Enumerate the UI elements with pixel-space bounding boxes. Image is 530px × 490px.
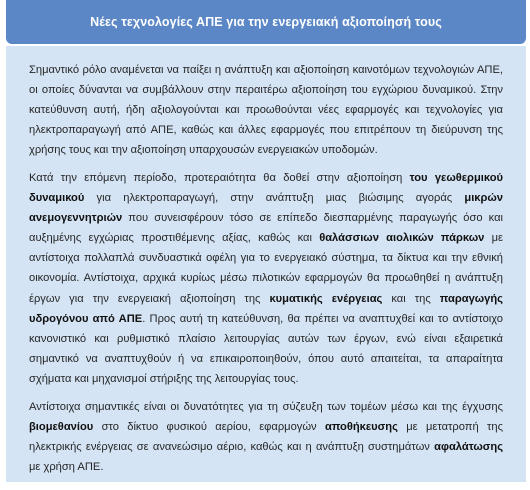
paragraph-text: Σημαντικό ρόλο αναμένεται να παίξει η ανάπτυξη και αξιοποίηση καινοτόμων τεχνολογιών ΑΠΕ, οι οποίες δύνανται να συμβάλλουν στην περαιτέρω αξιοποίηση του εγχώριου δυναμικού. Στην κατεύθυνση αυτή, ήδη αξιολογούνται και προωθούνται νέες εφαρμογές και τεχνολογίες για ηλεκτροπαραγωγή από ΑΠΕ, καθώς και άλλες εφαρμογές που επιτρέπουν τη διεύρυνση της χρήσης τους και την αξιοποίηση υπαρχουσών ενεργειακών υποδομών.: [29, 64, 503, 157]
highlight-storage: αποθήκευσης: [324, 420, 398, 433]
paragraph-text: με χρήση ΑΠΕ.: [29, 460, 104, 473]
paragraph-text: με μετατροπή της ηλεκτρικής ενέργειας σε ανανεώσιμο αέριο, καθώς και η ανάπτυξη συστημάτων: [29, 420, 503, 453]
paragraph-text: και της: [382, 292, 440, 305]
content-panel: [6, 46, 526, 482]
paragraph-priorities: [29, 168, 503, 389]
section-header: [6, 0, 526, 44]
highlight-desalination: αφαλάτωσης: [434, 440, 503, 453]
paragraph-text: . Προς αυτή τη κατεύθυνση, θα πρέπει να αναπτυχθεί και το αντίστοιχο κανονιστικό και ρυθμιστικό πλαίσιο λειτουργίας αυτών των έργων, ενώ είναι εξαιρετικά σημαντικό να αναπτυχθούν ή να επικαιροποιηθούν, όπου αυτό απαιτείται, τα απαραίτητα σχήματα και μηχανισμοί στήριξης της λειτουργίας τους.: [29, 312, 503, 385]
paragraph-text: για ηλεκτροπαραγωγή, στην ανάπτυξη μιας βιώσιμης αγοράς: [84, 192, 465, 205]
section-title: Νέες τεχνολογίες ΑΠΕ για την ενεργειακή αξιοποίησή τους: [90, 15, 442, 29]
highlight-geothermal: του γεωθερμικού δυναμικού: [29, 172, 503, 205]
highlight-small-wind-turbines: μικρών ανεμογεννητριών: [29, 192, 503, 225]
highlight-wave-energy: κυματικής ενέργειας: [269, 292, 383, 305]
paragraph-text: Κατά την επόμενη περίοδο, προτεραιότητα θα δοθεί στην αξιοποίηση: [29, 172, 410, 185]
highlight-hydrogen-production: παραγωγής υδρογόνου από ΑΠΕ: [29, 292, 503, 325]
highlight-offshore-wind-parks: θαλάσσιων αιολικών πάρκων: [319, 232, 485, 245]
paragraph-intro: [29, 60, 503, 160]
paragraph-text: με αντίστοιχα πολλαπλά συνδυαστικά οφέλη για το ενεργειακό σύστημα, τα δίκτυα και την εθνική οικονομία. Αντίστοιχα, αρχικά κυρίως μέσω πιλοτικών εφαρμογών θα προωθηθεί η ανάπτυξη έργων για την ενεργειακή αξιοποίηση της: [29, 232, 503, 305]
paragraph-sector-coupling: [29, 397, 503, 477]
highlight-biomethane: βιομεθανίου: [29, 420, 94, 433]
paragraph-text: που συνεισφέρουν τόσο σε επίπεδο διεσπαρμένης παραγωγής όσο και αυξημένης εγχώριας προστιθέμενης αξίας, καθώς και: [29, 212, 503, 245]
paragraph-text: Αντίστοιχα σημαντικές είναι οι δυνατότητες για τη σύζευξη των τομέων μέσω και της έγχυσης: [29, 400, 503, 413]
paragraph-text: στο δίκτυο φυσικού αερίου, εφαρμογών: [93, 420, 325, 433]
